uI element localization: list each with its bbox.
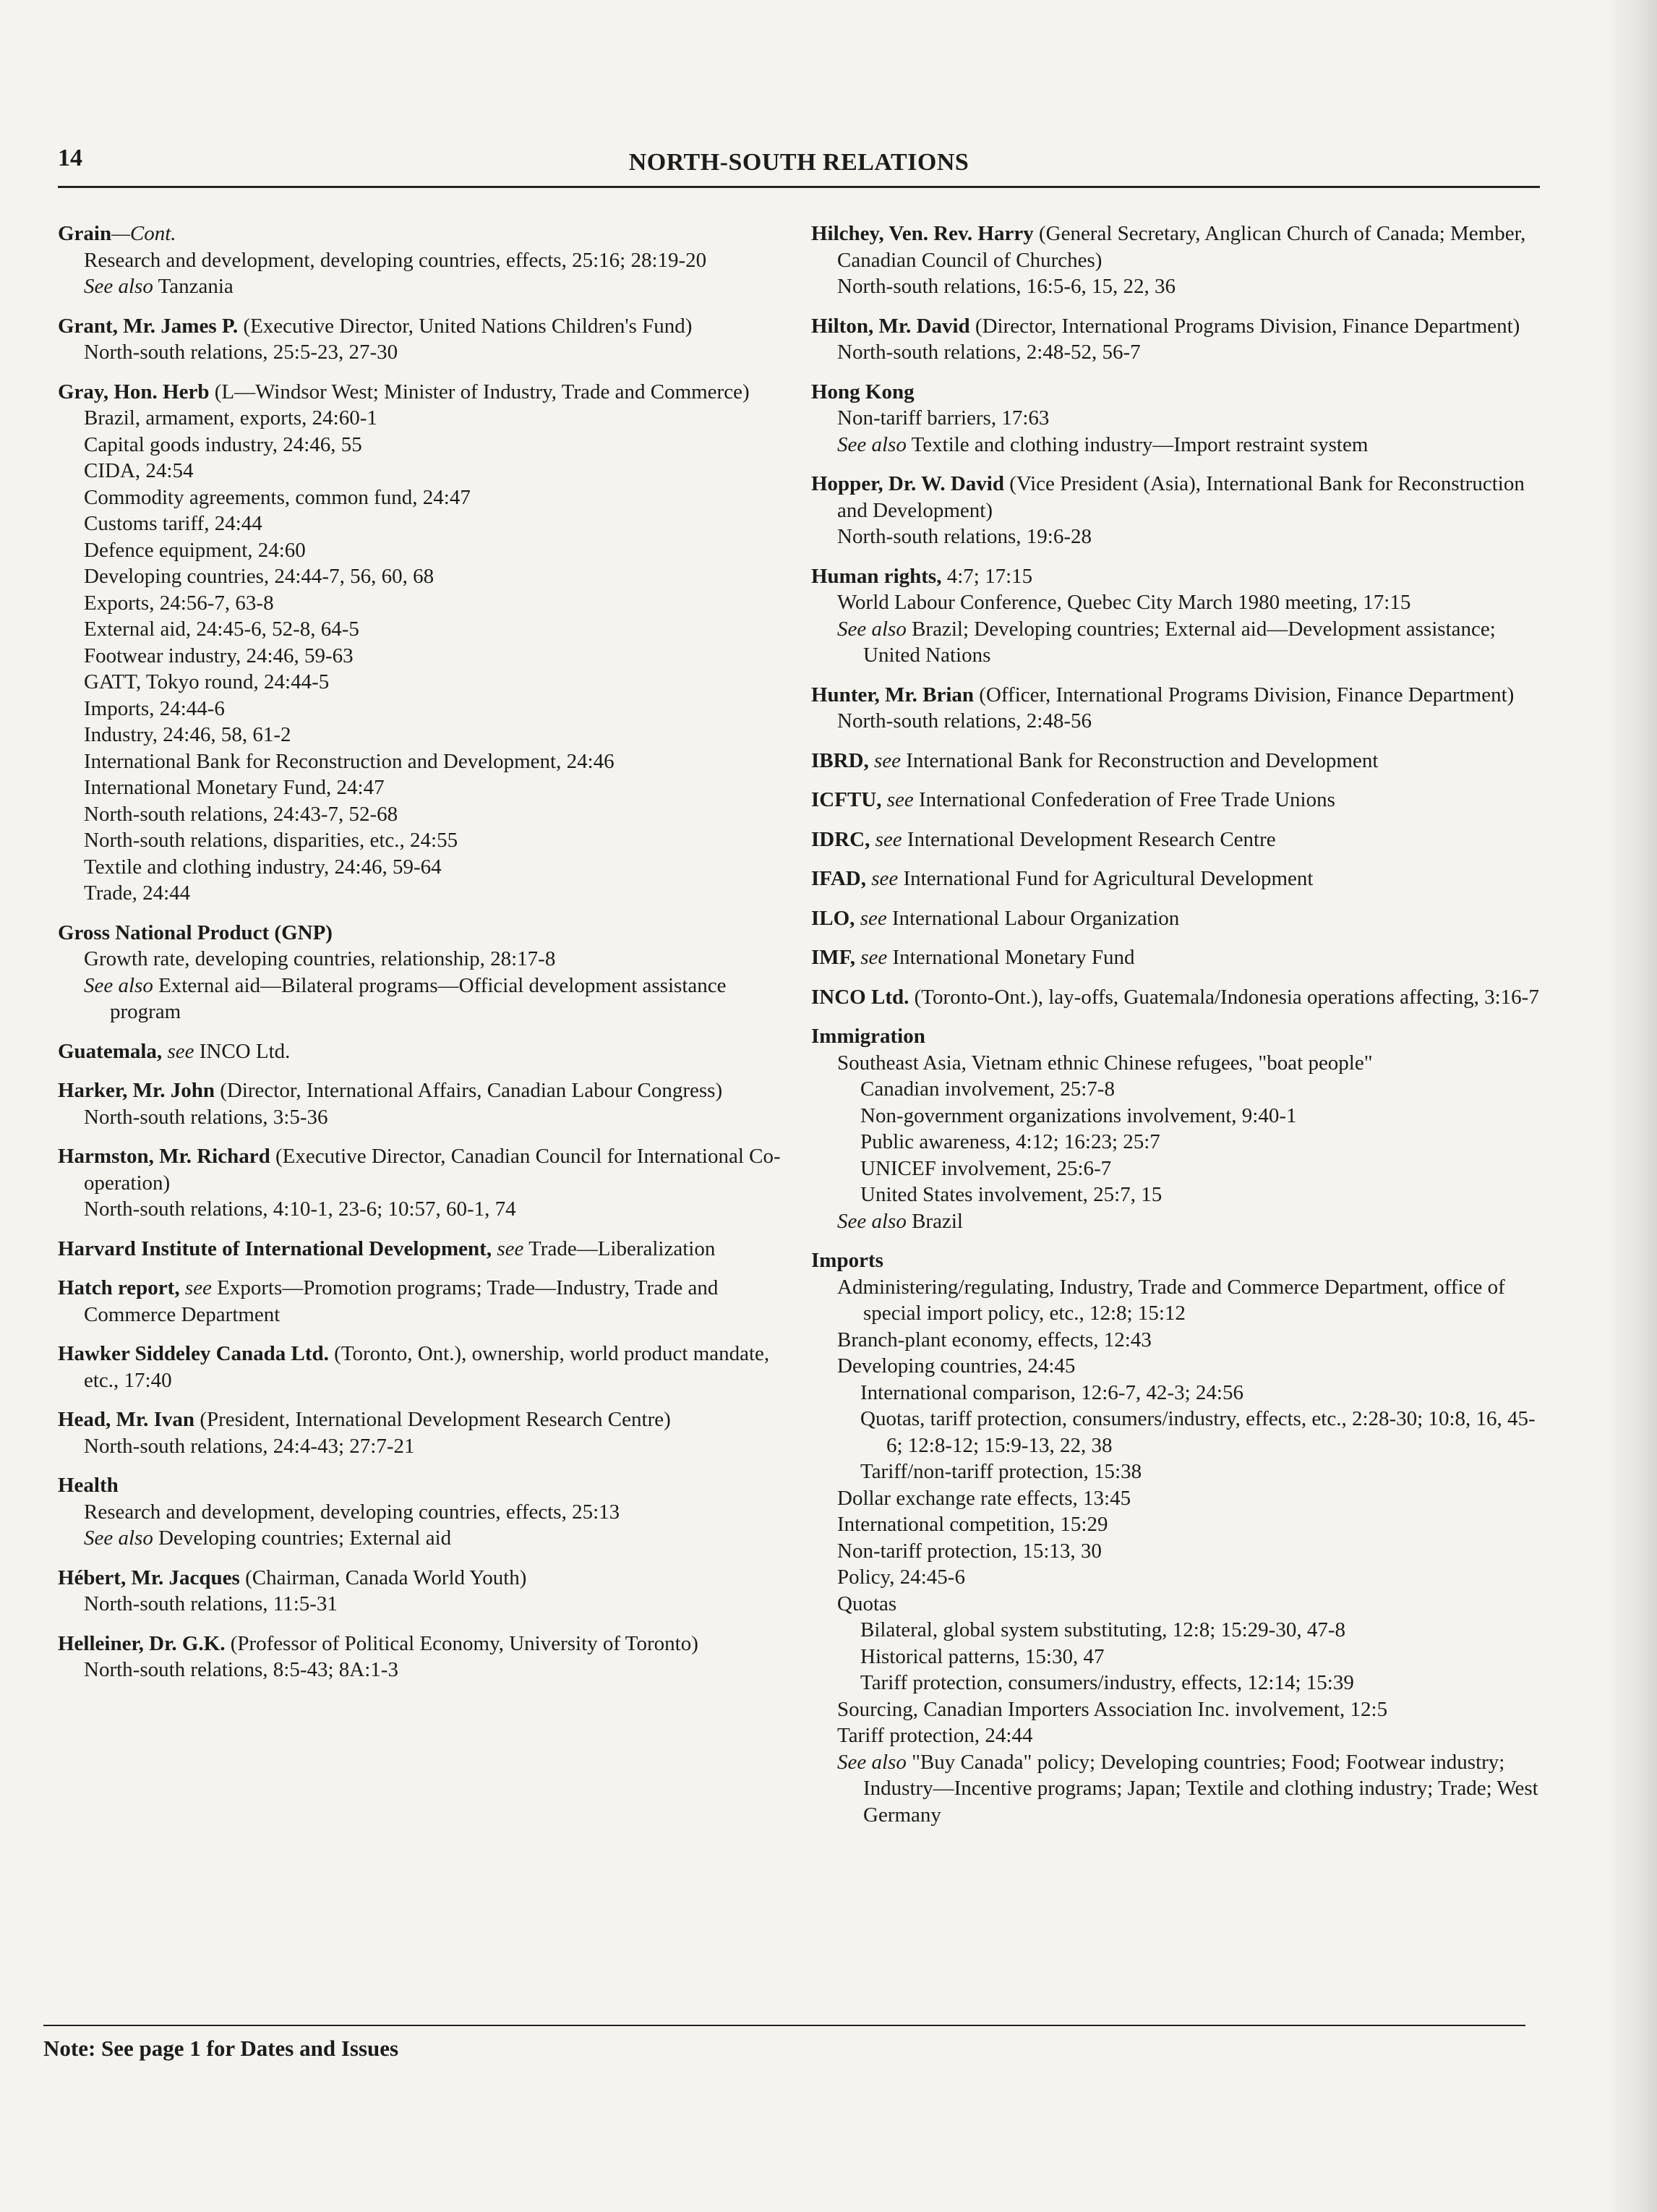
subentry-text: Tanzania	[153, 275, 234, 298]
heading-term: Gray, Hon. Herb	[58, 380, 210, 403]
subentry-text: North-south relations, disparities, etc., 24:55	[84, 829, 458, 852]
running-title: NORTH-SOUTH RELATIONS	[628, 149, 969, 176]
subentry	[811, 273, 1541, 300]
subentry	[58, 590, 795, 617]
index-entry	[811, 944, 1541, 971]
index-column-left	[58, 221, 795, 1696]
index-entry	[811, 905, 1541, 932]
see-reference: see	[870, 827, 902, 851]
index-heading	[811, 748, 1541, 774]
subentry-text: North-south relations, 11:5-31	[84, 1592, 338, 1615]
subentry	[811, 1644, 1541, 1670]
index-heading	[811, 984, 1541, 1011]
heading-term: Hilton, Mr. David	[811, 314, 970, 338]
index-entry	[811, 866, 1541, 892]
index-heading	[811, 1023, 1541, 1050]
subentry-text: CIDA, 24:54	[84, 459, 194, 482]
page-header	[58, 145, 1540, 184]
index-heading	[58, 1472, 795, 1499]
index-heading	[811, 905, 1541, 932]
subentry	[58, 432, 795, 458]
index-entry	[811, 313, 1541, 366]
heading-term: INCO Ltd.	[811, 985, 909, 1009]
subentry	[811, 1103, 1541, 1130]
index-heading	[58, 1038, 795, 1065]
heading-term: Hawker Siddeley Canada Ltd.	[58, 1342, 329, 1365]
subentry-text: Exports, 24:56-7, 63-8	[84, 591, 274, 615]
heading-term: Grain	[58, 222, 112, 245]
heading-detail: (Executive Director, Canadian Council for International Co-operation)	[84, 1145, 781, 1195]
index-entry	[58, 379, 795, 907]
subentry	[811, 1617, 1541, 1644]
subentry	[811, 1156, 1541, 1182]
subentry-text: Dollar exchange rate effects, 13:45	[837, 1486, 1131, 1510]
index-heading	[811, 866, 1541, 892]
index-entry	[811, 827, 1541, 853]
heading-term: Health	[58, 1474, 119, 1497]
see-also-label: See also	[837, 1750, 907, 1774]
subentry-text: Research and development, developing countries, effects, 25:13	[84, 1500, 620, 1524]
subentry-text: Canadian involvement, 25:7-8	[860, 1077, 1115, 1101]
subentry-text: Textile and clothing industry, 24:46, 59-64	[84, 855, 442, 879]
subentry	[58, 484, 795, 511]
index-entry	[58, 1143, 795, 1223]
subentry-text: External aid, 24:45-6, 52-8, 64-5	[84, 618, 359, 641]
index-entry	[811, 221, 1541, 300]
heading-detail: (Director, International Affairs, Canadian Labour Congress)	[214, 1079, 723, 1102]
index-entry	[811, 563, 1541, 669]
subentry	[811, 1511, 1541, 1538]
heading-term: Hébert, Mr. Jacques	[58, 1566, 240, 1589]
heading-detail: (Toronto-Ont.), lay-offs, Guatemala/Indonesia operations affecting, 3:16-7	[909, 985, 1539, 1009]
heading-term: Imports	[811, 1249, 883, 1272]
subentry-text: International competition, 15:29	[837, 1513, 1108, 1536]
see-also-label: See also	[84, 973, 153, 997]
index-entry	[811, 682, 1541, 735]
heading-term: Hilchey, Ven. Rev. Harry	[811, 222, 1034, 245]
subentry-text: Non-tariff barriers, 17:63	[837, 406, 1050, 430]
see-also-line	[58, 1525, 795, 1552]
heading-detail: (L—Windsor West; Minister of Industry, Trade and Commerce)	[209, 380, 750, 403]
index-heading	[58, 1236, 795, 1263]
see-reference: see	[855, 946, 888, 969]
footnote: Note: See page 1 for Dates and Issues	[43, 2036, 399, 2061]
subentry	[58, 1591, 795, 1618]
subentry	[811, 1353, 1541, 1380]
heading-term: Helleiner, Dr. G.K.	[58, 1631, 226, 1655]
index-heading	[58, 1631, 795, 1657]
index-heading	[58, 1341, 795, 1393]
heading-detail: (Officer, International Programs Division, Finance Department)	[974, 683, 1515, 706]
subentry-text: Tariff/non-tariff protection, 15:38	[860, 1460, 1142, 1483]
heading-detail: International Bank for Reconstruction and Development	[901, 748, 1379, 772]
subentry	[58, 722, 795, 748]
subentry-text: North-south relations, 8:5-43; 8A:1-3	[84, 1658, 398, 1681]
subentry	[811, 524, 1541, 550]
subentry-text: Imports, 24:44-6	[84, 696, 225, 720]
subentry-text: Public awareness, 4:12; 16:23; 25:7	[860, 1130, 1160, 1153]
subentry	[811, 1050, 1541, 1077]
see-also-label: See also	[837, 432, 907, 456]
heading-term: Hong Kong	[811, 380, 915, 403]
index-entry	[811, 379, 1541, 458]
index-entry	[58, 313, 795, 366]
subentry-text: Tariff protection, 24:44	[837, 1724, 1033, 1747]
subentry	[58, 801, 795, 828]
subentry	[58, 616, 795, 643]
subentry-text: Brazil, armament, exports, 24:60-1	[84, 406, 377, 430]
heading-detail: (Chairman, Canada World Youth)	[239, 1566, 527, 1589]
index-heading	[58, 1077, 795, 1104]
subentry	[58, 339, 795, 366]
subentry	[58, 669, 795, 696]
subentry-text: Southeast Asia, Vietnam ethnic Chinese refugees, "boat people"	[837, 1051, 1373, 1075]
see-also-label: See also	[837, 1209, 907, 1233]
subentry-text: Developing countries, 24:45	[837, 1354, 1076, 1378]
subentry-text: Historical patterns, 15:30, 47	[860, 1644, 1105, 1668]
heading-detail: INCO Ltd.	[194, 1039, 291, 1063]
subentry-text: Administering/regulating, Industry, Trade and Commerce Department, office of special import policy, etc., 12:8; 15:12	[837, 1275, 1505, 1325]
index-entry	[58, 1472, 795, 1552]
subentry-text: Developing countries; External aid	[153, 1526, 452, 1550]
heading-term: ILO,	[811, 906, 855, 930]
subentry-text: Growth rate, developing countries, relationship, 28:17-8	[84, 947, 556, 970]
subentry-text: Branch-plant economy, effects, 12:43	[837, 1328, 1152, 1351]
index-entry	[58, 1341, 795, 1393]
see-reference: see	[868, 748, 902, 772]
heading-term: ICFTU,	[811, 788, 882, 811]
subentry-text: GATT, Tokyo round, 24:44-5	[84, 670, 330, 693]
subentry-text: Defence equipment, 24:60	[84, 538, 306, 562]
subentry	[811, 339, 1541, 366]
heading-detail: (Toronto, Ont.), ownership, world product mandate, etc., 17:40	[84, 1342, 770, 1392]
heading-detail: International Confederation of Free Trade Unions	[913, 788, 1335, 811]
subentry	[811, 1538, 1541, 1565]
index-entry	[811, 471, 1541, 550]
subentry	[811, 1459, 1541, 1485]
heading-detail: (President, International Development Research Centre)	[194, 1408, 671, 1431]
subentry	[811, 1696, 1541, 1723]
subentry-text: Brazil	[906, 1209, 963, 1233]
subentry	[58, 1104, 795, 1131]
heading-detail: (Executive Director, United Nations Children's Fund)	[238, 314, 693, 338]
subentry	[58, 247, 795, 274]
subentry-text: Industry, 24:46, 58, 61-2	[84, 723, 291, 746]
subentry	[811, 1076, 1541, 1103]
subentry	[58, 748, 795, 775]
index-column-right	[811, 221, 1541, 1841]
subentry	[58, 854, 795, 881]
heading-term: Harker, Mr. John	[58, 1079, 215, 1102]
see-also-line	[811, 616, 1541, 669]
heading-continued: —Cont.	[111, 222, 176, 245]
subentry-text: Non-government organizations involvement, 9:40-1	[860, 1103, 1297, 1127]
see-also-line	[58, 973, 795, 1025]
subentry-text: North-south relations, 2:48-52, 56-7	[837, 341, 1141, 364]
subentry	[58, 563, 795, 590]
heading-term: Head, Mr. Ivan	[58, 1408, 195, 1431]
heading-detail: International Fund for Agricultural Development	[898, 867, 1314, 890]
see-also-label: See also	[837, 617, 907, 641]
subentry-text: North-south relations, 3:5-36	[84, 1105, 328, 1129]
index-entry	[811, 984, 1541, 1011]
index-entry	[811, 1247, 1541, 1828]
subentry	[811, 1182, 1541, 1208]
index-entry	[58, 1275, 795, 1328]
subentry-text: North-south relations, 2:48-56	[837, 709, 1092, 733]
see-also-label: See also	[84, 275, 153, 298]
subentry	[58, 827, 795, 854]
subentry-text: Research and development, developing countries, effects, 25:16; 28:19-20	[84, 248, 707, 272]
heading-detail: (General Secretary, Anglican Church of Canada; Member, Canadian Council of Churches)	[837, 222, 1526, 272]
subentry-text: Sourcing, Canadian Importers Association Inc. involvement, 12:5	[837, 1697, 1388, 1721]
see-also-line	[58, 273, 795, 300]
page-edge-shadow	[1606, 0, 1657, 2212]
heading-detail: International Development Research Centre	[902, 827, 1276, 851]
subentry	[811, 589, 1541, 616]
index-heading	[811, 827, 1541, 853]
index-entry	[58, 1565, 795, 1618]
subentry-text: Tariff protection, consumers/industry, effects, 12:14; 15:39	[860, 1671, 1354, 1694]
subentry-text: Non-tariff protection, 15:13, 30	[837, 1539, 1102, 1563]
index-heading	[58, 1143, 795, 1196]
heading-term: IFAD,	[811, 867, 866, 890]
subentry-text: Trade, 24:44	[84, 881, 191, 905]
heading-term: Grant, Mr. James P.	[58, 314, 239, 338]
subentry	[811, 1380, 1541, 1406]
index-heading	[811, 221, 1541, 273]
see-also-line	[811, 1208, 1541, 1235]
index-entry	[58, 221, 795, 300]
index-heading	[811, 1247, 1541, 1274]
subentry-text: External aid—Bilateral programs—Official development assistance program	[110, 973, 727, 1023]
subentry-text: Textile and clothing industry—Import restraint system	[906, 432, 1369, 456]
subentry	[58, 458, 795, 484]
heading-detail: (Vice President (Asia), International Bank for Reconstruction and Development)	[837, 472, 1525, 522]
heading-detail: International Labour Organization	[886, 906, 1180, 930]
header-rule	[58, 186, 1540, 188]
subentry-text: Quotas, tariff protection, consumers/industry, effects, etc., 2:28-30; 10:8, 16, 45-6; 12:8-12; 15:9-13, 22, 38	[860, 1407, 1536, 1457]
see-reference: see	[881, 788, 914, 811]
see-reference: see	[492, 1237, 524, 1260]
heading-detail: International Monetary Fund	[887, 946, 1135, 969]
subentry-text: World Labour Conference, Quebec City March 1980 meeting, 17:15	[837, 591, 1411, 614]
subentry-text: North-south relations, 24:43-7, 52-68	[84, 802, 398, 826]
subentry	[58, 880, 795, 907]
subentry-text: Footwear industry, 24:46, 59-63	[84, 644, 354, 667]
subentry	[58, 643, 795, 670]
subentry-text: Quotas	[837, 1592, 897, 1615]
footer-rule	[43, 2025, 1525, 2026]
heading-detail: (Professor of Political Economy, University of Toronto)	[225, 1631, 698, 1655]
subentry	[58, 946, 795, 973]
subentry-text: Bilateral, global system substituting, 12:8; 15:29-30, 47-8	[860, 1618, 1345, 1641]
heading-term: IBRD,	[811, 748, 869, 772]
subentry-text: Capital goods industry, 24:46, 55	[84, 432, 362, 456]
heading-term: Immigration	[811, 1025, 925, 1048]
index-heading	[58, 1275, 795, 1328]
subentry	[811, 708, 1541, 735]
index-entry	[58, 1236, 795, 1263]
index-heading	[58, 379, 795, 406]
subentry-text: North-south relations, 25:5-23, 27-30	[84, 341, 398, 364]
heading-term: Guatemala,	[58, 1039, 163, 1063]
see-also-line	[811, 1749, 1541, 1829]
subentry-text: North-south relations, 16:5-6, 15, 22, 36	[837, 275, 1176, 298]
subentry	[58, 537, 795, 564]
subentry	[811, 1485, 1541, 1512]
heading-detail: (Director, International Programs Division, Finance Department)	[969, 314, 1520, 338]
heading-term: Harvard Institute of International Development,	[58, 1237, 492, 1260]
subentry-text: Customs tariff, 24:44	[84, 512, 262, 535]
subentry-text: "Buy Canada" policy; Developing countries; Food; Footwear industry; Industry—Incentive programs; Japan; Textile and clothing industry; Trade; West Germany	[863, 1750, 1538, 1827]
index-heading	[811, 379, 1541, 406]
subentry	[58, 511, 795, 537]
subentry	[811, 1670, 1541, 1696]
index-heading	[811, 471, 1541, 524]
subentry	[811, 1406, 1541, 1459]
index-entry	[811, 787, 1541, 814]
subentry-text: North-south relations, 24:4-43; 27:7-21	[84, 1434, 415, 1458]
index-heading	[811, 682, 1541, 709]
heading-term: Hunter, Mr. Brian	[811, 683, 975, 706]
see-reference: see	[855, 906, 887, 930]
subentry	[811, 1564, 1541, 1591]
subentry	[811, 1722, 1541, 1749]
index-heading	[58, 1406, 795, 1433]
index-heading	[58, 1565, 795, 1592]
subentry-text: Policy, 24:45-6	[837, 1566, 965, 1589]
index-entry	[58, 1077, 795, 1130]
subentry	[58, 696, 795, 722]
index-entry	[58, 1631, 795, 1683]
subentry-text: International Bank for Reconstruction and Development, 24:46	[84, 749, 615, 773]
subentry-text: North-south relations, 19:6-28	[837, 525, 1092, 548]
subentry-text: United States involvement, 25:7, 15	[860, 1183, 1163, 1206]
see-reference: see	[865, 867, 899, 890]
subentry	[811, 1591, 1541, 1618]
heading-term: Gross National Product (GNP)	[58, 921, 333, 944]
subentry	[58, 1657, 795, 1683]
see-also-label: See also	[84, 1526, 153, 1550]
heading-detail: Trade—Liberalization	[523, 1237, 716, 1260]
subentry-text: International comparison, 12:6-7, 42-3; 24:56	[860, 1380, 1243, 1404]
subentry	[58, 1433, 795, 1460]
index-entry	[58, 1406, 795, 1459]
subentry	[58, 774, 795, 801]
subentry	[811, 405, 1541, 432]
index-heading	[811, 787, 1541, 814]
index-entry	[811, 1023, 1541, 1234]
subentry-text: UNICEF involvement, 25:6-7	[860, 1156, 1112, 1180]
subentry-text: Commodity agreements, common fund, 24:47	[84, 485, 471, 509]
heading-term: IDRC,	[811, 827, 870, 851]
see-reference: see	[179, 1276, 212, 1299]
index-heading	[811, 944, 1541, 971]
subentry	[58, 1196, 795, 1223]
subentry-text: Brazil; Developing countries; External aid—Development assistance; United Nations	[863, 617, 1496, 667]
heading-term: IMF,	[811, 946, 855, 969]
page-number: 14	[58, 145, 82, 171]
subentry-text: North-south relations, 4:10-1, 23-6; 10:57, 60-1, 74	[84, 1197, 516, 1221]
heading-term: Human rights,	[811, 564, 942, 588]
heading-detail: 4:7; 17:15	[941, 564, 1033, 588]
heading-term: Hopper, Dr. W. David	[811, 472, 1004, 495]
index-heading	[58, 221, 795, 247]
index-entry	[58, 920, 795, 1025]
index-heading	[58, 313, 795, 340]
subentry	[58, 405, 795, 432]
index-entry	[811, 748, 1541, 774]
heading-term: Hatch report,	[58, 1276, 180, 1299]
heading-term: Harmston, Mr. Richard	[58, 1145, 270, 1168]
subentry	[58, 1499, 795, 1526]
subentry	[811, 1129, 1541, 1156]
heading-detail: Exports—Promotion programs; Trade—Industry, Trade and Commerce Department	[84, 1276, 719, 1326]
subentry-text: International Monetary Fund, 24:47	[84, 776, 385, 799]
index-heading	[811, 563, 1541, 590]
index-heading	[58, 920, 795, 947]
see-also-line	[811, 432, 1541, 458]
subentry	[811, 1274, 1541, 1327]
subentry	[811, 1327, 1541, 1354]
index-entry	[58, 1038, 795, 1065]
see-reference: see	[162, 1039, 194, 1063]
subentry-text: Developing countries, 24:44-7, 56, 60, 68	[84, 565, 434, 588]
index-heading	[811, 313, 1541, 340]
